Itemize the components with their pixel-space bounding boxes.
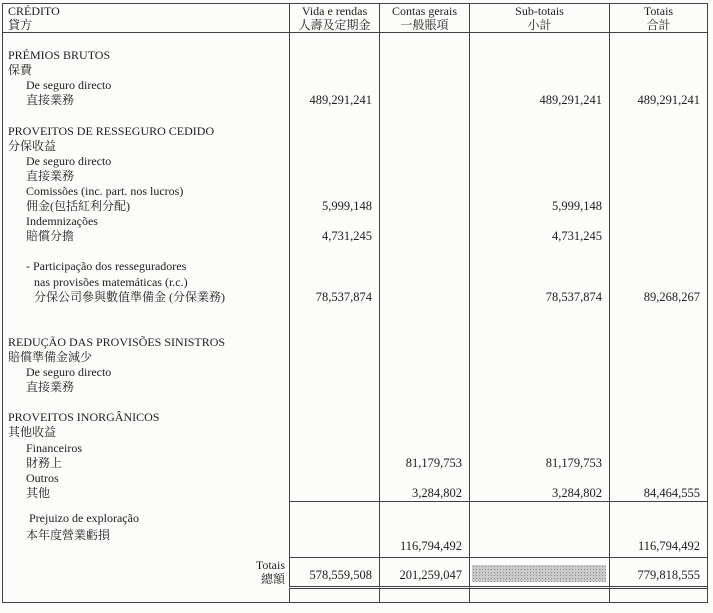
- cell-totais: [609, 139, 707, 154]
- header-col-vida: [289, 4, 379, 32]
- shaded-cell: [472, 565, 606, 582]
- table-row: [3, 395, 707, 410]
- cell-totais: [609, 169, 707, 184]
- cell-totais: 489,291,241: [609, 93, 707, 108]
- exploration-cell-subtotais: [469, 501, 609, 557]
- cell-vida: [289, 425, 379, 440]
- row-label: De seguro directo: [26, 153, 112, 168]
- table-row: [3, 290, 707, 305]
- totals-label-pt: Totais: [255, 557, 285, 572]
- cell-vida: [289, 244, 379, 259]
- row-label: [3, 244, 289, 259]
- cell-contas: [379, 350, 469, 365]
- tail-label-cell: [3, 589, 289, 602]
- header-credit-zh: 貸方: [8, 17, 33, 32]
- table-row: [3, 48, 707, 63]
- cell-totais: [609, 380, 707, 395]
- row-label: 其他收益: [8, 425, 57, 440]
- cell-contas: 3,284,802: [379, 486, 469, 501]
- cell-vida: [289, 48, 379, 63]
- cell-totais: [609, 350, 707, 365]
- header-credit: [3, 4, 289, 32]
- cell-totais: [609, 78, 707, 93]
- cell-subtotais: [469, 63, 609, 78]
- table-row: [3, 199, 707, 214]
- table-row: [3, 169, 707, 184]
- cell-totais: [609, 456, 707, 471]
- cell-contas: [379, 93, 469, 108]
- cell-contas: [379, 471, 469, 486]
- tail-vida-cell: [289, 589, 379, 602]
- row-label: nas provisões matemáticas (r.c.): [34, 274, 188, 289]
- cell-totais: [609, 229, 707, 244]
- cell-vida: [289, 320, 379, 335]
- table-row: [3, 380, 707, 395]
- table-row: [3, 93, 707, 108]
- cell-vida: [289, 259, 379, 274]
- cell-subtotais: 3,284,802: [469, 486, 609, 501]
- totals-vida-value: 578,559,508: [309, 567, 372, 582]
- cell-subtotais: 489,291,241: [469, 93, 609, 108]
- cell-contas: [379, 154, 469, 169]
- header-col-contas-pt: Contas gerais: [392, 4, 457, 18]
- cell-totais: [609, 108, 707, 123]
- cell-totais: [609, 471, 707, 486]
- cell-contas: [379, 275, 469, 290]
- cell-subtotais: [469, 169, 609, 184]
- exploration-total-value: 116,794,492: [637, 538, 700, 553]
- exploration-cell-totais: [609, 501, 707, 557]
- row-label: De seguro directo: [26, 365, 112, 380]
- cell-contas: [379, 108, 469, 123]
- cell-totais: [609, 199, 707, 214]
- cell-vida: [289, 108, 379, 123]
- row-label: [3, 305, 289, 320]
- cell-contas: [379, 395, 469, 410]
- row-label: 賠償分擔: [26, 229, 75, 244]
- cell-subtotais: [469, 380, 609, 395]
- row-label: 保費: [8, 63, 33, 78]
- cell-contas: [379, 48, 469, 63]
- cell-contas: [379, 63, 469, 78]
- table-row: [3, 108, 707, 123]
- cell-subtotais: [469, 365, 609, 380]
- totals-cell-vida: [289, 557, 379, 589]
- table-row: [3, 184, 707, 199]
- cell-contas: [379, 169, 469, 184]
- row-label: 直接業務: [26, 380, 75, 395]
- cell-subtotais: [469, 139, 609, 154]
- exploration-cell-vida: [289, 501, 379, 557]
- row-label: 財務上: [26, 455, 63, 470]
- cell-subtotais: [469, 244, 609, 259]
- cell-vida: 4,731,245: [289, 229, 379, 244]
- totals-row: [3, 557, 707, 589]
- cell-subtotais: [469, 78, 609, 93]
- cell-totais: [609, 214, 707, 229]
- table-header: [3, 4, 707, 33]
- header-col-totais-pt: Totais: [643, 4, 674, 18]
- table-row: [3, 320, 707, 335]
- cell-contas: [379, 124, 469, 139]
- table-row: [3, 259, 707, 274]
- cell-subtotais: [469, 259, 609, 274]
- cell-subtotais: [469, 335, 609, 350]
- totals-total-value: 779,818,555: [637, 567, 700, 582]
- exploration-label-zh: 本年度營業虧損: [26, 527, 111, 542]
- table-row: [3, 78, 707, 93]
- cell-vida: [289, 441, 379, 456]
- tail-strip: [3, 589, 707, 602]
- cell-subtotais: [469, 350, 609, 365]
- row-label: [3, 33, 289, 48]
- cell-contas: [379, 380, 469, 395]
- header-col-vida-zh: 人壽及定期金: [298, 17, 371, 32]
- cell-totais: [609, 154, 707, 169]
- cell-vida: [289, 139, 379, 154]
- row-label: [3, 395, 289, 410]
- cell-subtotais: [469, 124, 609, 139]
- cell-contas: [379, 139, 469, 154]
- row-label: - Participação dos resseguradores: [26, 259, 187, 274]
- cell-subtotais: [469, 108, 609, 123]
- cell-vida: [289, 486, 379, 501]
- row-label: [3, 108, 289, 123]
- cell-totais: [609, 63, 707, 78]
- cell-vida: [289, 335, 379, 350]
- totals-cell-subtotais: [469, 557, 609, 589]
- row-label: Comissões (inc. part. nos lucros): [26, 183, 184, 198]
- header-col-subtotais-pt: Sub-totais: [515, 4, 564, 18]
- cell-totais: [609, 33, 707, 48]
- table-row: [3, 63, 707, 78]
- table-row: [3, 335, 707, 350]
- cell-subtotais: [469, 425, 609, 440]
- table-row: [3, 441, 707, 456]
- header-col-totais-zh: 合計: [646, 17, 671, 32]
- cell-vida: [289, 169, 379, 184]
- row-label: REDUÇÃO DAS PROVISÕES SINISTROS: [8, 334, 226, 349]
- cell-contas: [379, 199, 469, 214]
- cell-contas: [379, 184, 469, 199]
- exploration-cell-contas: [379, 501, 469, 557]
- cell-contas: [379, 441, 469, 456]
- cell-vida: [289, 275, 379, 290]
- row-label: 分保收益: [8, 138, 57, 153]
- header-col-vida-pt: Vida e rendas: [301, 4, 368, 18]
- cell-contas: [379, 33, 469, 48]
- table-row: [3, 124, 707, 139]
- cell-totais: [609, 275, 707, 290]
- row-label: 其他: [26, 485, 51, 500]
- cell-vida: [289, 471, 379, 486]
- cell-vida: [289, 78, 379, 93]
- table-row: [3, 425, 707, 440]
- row-label: 佣金(包括紅利分配): [26, 199, 130, 214]
- header-col-subtotais-zh: 小計: [527, 17, 552, 32]
- tail-contas-cell: [379, 589, 469, 602]
- cell-vida: [289, 365, 379, 380]
- row-label: 分保公司參與數值準備金 (分保業務): [34, 289, 225, 304]
- cell-subtotais: 5,999,148: [469, 199, 609, 214]
- cell-contas: [379, 259, 469, 274]
- table-row: [3, 410, 707, 425]
- cell-vida: [289, 380, 379, 395]
- cell-contas: [379, 78, 469, 93]
- tail-totais-cell: [609, 589, 707, 602]
- row-label: [3, 320, 289, 335]
- cell-subtotais: [469, 154, 609, 169]
- cell-subtotais: [469, 471, 609, 486]
- cell-vida: [289, 184, 379, 199]
- tail-subtotais-cell: [469, 589, 609, 602]
- cell-totais: [609, 335, 707, 350]
- header-credit-pt: CRÉDITO: [8, 4, 60, 18]
- row-label: PRÉMIOS BRUTOS: [8, 48, 111, 63]
- cell-totais: [609, 441, 707, 456]
- cell-contas: [379, 335, 469, 350]
- cell-contas: [379, 425, 469, 440]
- cell-vida: [289, 395, 379, 410]
- row-label: Financeiros: [26, 440, 82, 455]
- cell-vida: [289, 33, 379, 48]
- exploration-contas-value: 116,794,492: [399, 538, 462, 553]
- cell-vida: [289, 154, 379, 169]
- table-row: [3, 350, 707, 365]
- cell-vida: 78,537,874: [289, 290, 379, 305]
- row-label: 直接業務: [26, 168, 75, 183]
- cell-contas: [379, 305, 469, 320]
- header-col-totais: [609, 4, 707, 32]
- exploration-label: [3, 501, 289, 557]
- cell-vida: [289, 456, 379, 471]
- cell-subtotais: [469, 410, 609, 425]
- cell-subtotais: [469, 441, 609, 456]
- cell-totais: [609, 365, 707, 380]
- table-row: [3, 456, 707, 471]
- cell-subtotais: [469, 184, 609, 199]
- table-row: [3, 275, 707, 290]
- table-row: [3, 471, 707, 486]
- cell-totais: [609, 48, 707, 63]
- cell-subtotais: [469, 320, 609, 335]
- row-label: PROVEITOS INORGÂNICOS: [8, 410, 160, 425]
- cell-subtotais: 81,179,753: [469, 456, 609, 471]
- cell-totais: [609, 244, 707, 259]
- row-label: Indemnizações: [26, 214, 98, 229]
- cell-subtotais: [469, 48, 609, 63]
- cell-contas: [379, 290, 469, 305]
- cell-vida: [289, 214, 379, 229]
- table-row: [3, 486, 707, 501]
- totals-cell-contas: [379, 557, 469, 589]
- table-row: [3, 214, 707, 229]
- cell-totais: 89,268,267: [609, 290, 707, 305]
- cell-totais: [609, 259, 707, 274]
- cell-contas: [379, 365, 469, 380]
- cell-vida: [289, 350, 379, 365]
- totals-cell-totais: [609, 557, 707, 589]
- row-label: PROVEITOS DE RESSEGURO CEDIDO: [8, 123, 215, 138]
- header-col-contas-zh: 一般賬項: [400, 17, 449, 32]
- row-label: Outros: [26, 470, 59, 485]
- exploration-label-pt: Prejuizo de exploração: [29, 510, 139, 525]
- table-row: [3, 305, 707, 320]
- header-col-contas: [379, 4, 469, 32]
- cell-vida: 489,291,241: [289, 93, 379, 108]
- cell-subtotais: [469, 275, 609, 290]
- table-row: [3, 33, 707, 48]
- cell-vida: [289, 410, 379, 425]
- cell-contas: [379, 229, 469, 244]
- row-label: 直接業務: [26, 93, 75, 108]
- table-body: [3, 33, 707, 501]
- exploration-loss-section: [3, 501, 707, 557]
- cell-vida: 5,999,148: [289, 199, 379, 214]
- table-row: [3, 154, 707, 169]
- cell-vida: [289, 124, 379, 139]
- totals-label: [3, 557, 289, 589]
- cell-totais: [609, 410, 707, 425]
- cell-subtotais: 78,537,874: [469, 290, 609, 305]
- header-col-subtotais: [469, 4, 609, 32]
- table-row: [3, 229, 707, 244]
- cell-subtotais: [469, 305, 609, 320]
- cell-totais: [609, 305, 707, 320]
- cell-totais: [609, 320, 707, 335]
- row-label: 賠償準備金減少: [8, 349, 93, 364]
- table-row: [3, 139, 707, 154]
- cell-subtotais: 4,731,245: [469, 229, 609, 244]
- credit-statement-table: [2, 3, 708, 603]
- cell-totais: [609, 425, 707, 440]
- cell-contas: [379, 320, 469, 335]
- cell-contas: 81,179,753: [379, 456, 469, 471]
- cell-totais: [609, 395, 707, 410]
- table-row: [3, 244, 707, 259]
- table-row: [3, 365, 707, 380]
- cell-subtotais: [469, 214, 609, 229]
- cell-totais: 84,464,555: [609, 486, 707, 501]
- cell-contas: [379, 410, 469, 425]
- cell-contas: [379, 244, 469, 259]
- totals-label-zh: 總額: [260, 572, 285, 587]
- cell-contas: [379, 214, 469, 229]
- row-label: De seguro directo: [26, 78, 112, 93]
- cell-subtotais: [469, 395, 609, 410]
- cell-vida: [289, 63, 379, 78]
- cell-vida: [289, 305, 379, 320]
- cell-totais: [609, 184, 707, 199]
- cell-totais: [609, 124, 707, 139]
- cell-subtotais: [469, 33, 609, 48]
- totals-contas-value: 201,259,047: [399, 567, 462, 582]
